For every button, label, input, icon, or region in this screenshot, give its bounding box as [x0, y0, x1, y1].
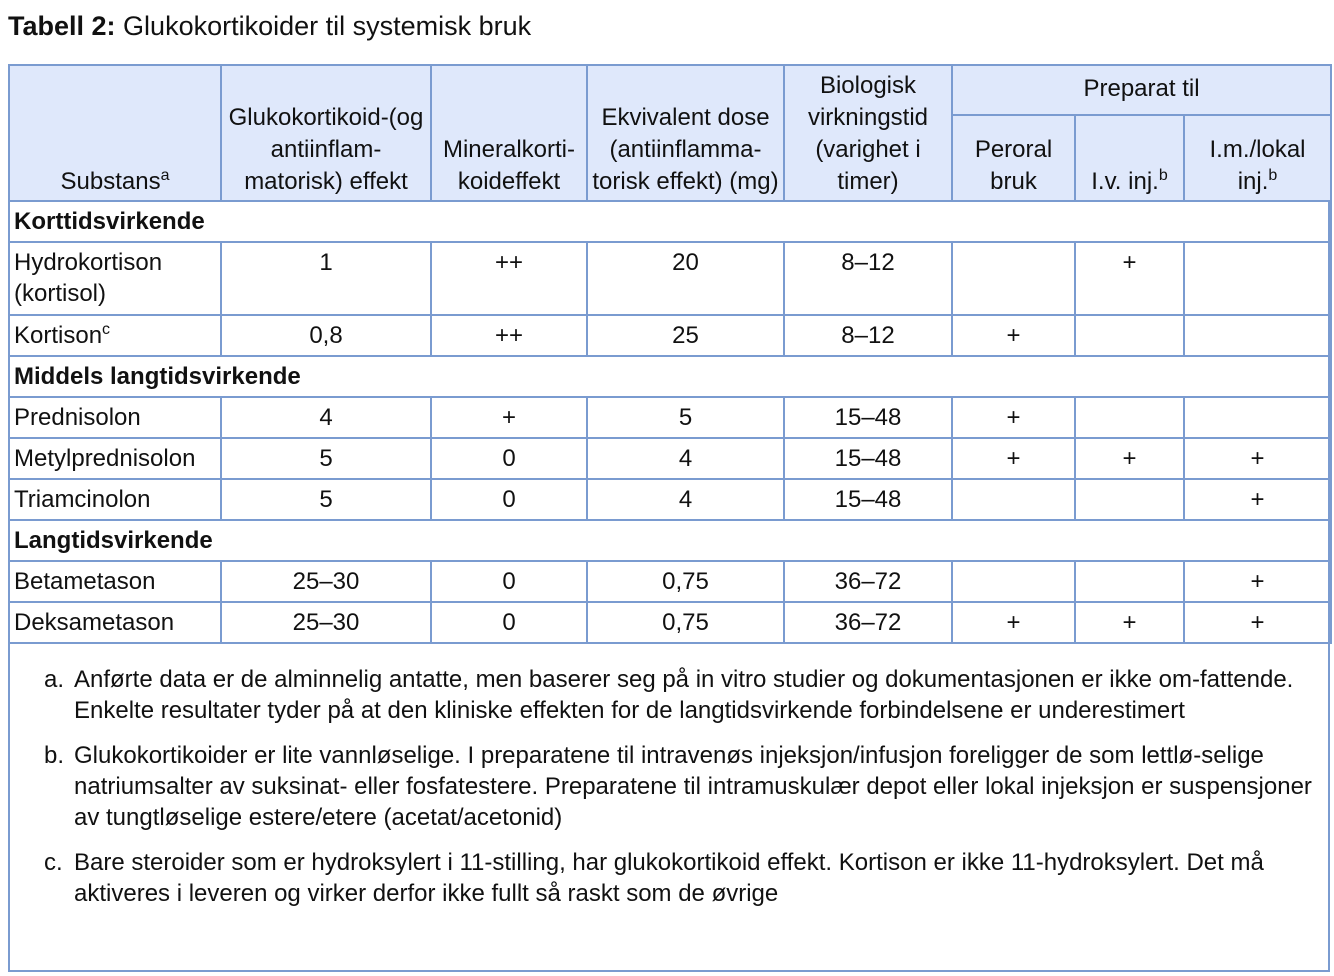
table-row	[9, 438, 1331, 479]
cell-dose: 20	[587, 242, 784, 315]
cell-im: +	[1184, 479, 1331, 520]
header-biologisk: Biologisk virkningstid (varighet i timer)	[784, 65, 952, 201]
cell-peroral	[952, 561, 1075, 602]
cell-peroral	[952, 479, 1075, 520]
group-row: Langtidsvirkende	[9, 520, 1331, 561]
cell-name: Kortison$^c$	[9, 315, 221, 356]
cell-iv	[1075, 397, 1184, 438]
cell-iv	[1075, 315, 1184, 356]
cell-name: Prednisolon	[9, 397, 221, 438]
table-title-prefix: Tabell 2:	[8, 11, 116, 41]
footnote-text: Glukokortikoider er lite vannløselige. I preparatene til intravenøs injeksjon/infusjon foreligger de som lettlø-selige natriumsalter av suksinat- eller fosfatestere. Preparatene til intramuskulær depot eller lokal injeksjon er suspensjoner av tungtløselige estere/etere (acetat/acetonid)	[74, 742, 1312, 831]
cell-dose: 0,75	[587, 561, 784, 602]
cell-dose: 4	[587, 479, 784, 520]
cell-tid: 36–72	[784, 561, 952, 602]
footnote-key: b.	[44, 742, 65, 769]
cell-mineral: +	[431, 397, 587, 438]
cell-gluko: 1	[221, 242, 431, 315]
cell-peroral: +	[952, 397, 1075, 438]
table-title	[8, 8, 531, 44]
header-substans: Substans$^a$	[9, 65, 221, 201]
cell-tid: 15–48	[784, 438, 952, 479]
cell-tid: 15–48	[784, 479, 952, 520]
cell-tid: 8–12	[784, 242, 952, 315]
cell-mineral: 0	[431, 479, 587, 520]
cell-mineral: 0	[431, 602, 587, 643]
cell-dose: 25	[587, 315, 784, 356]
cell-im: +	[1184, 438, 1331, 479]
header-ekvivalent: Ekvivalent dose (antiinflamma-torisk effekt) (mg)	[587, 65, 784, 201]
group-row: Middels langtidsvirkende	[9, 356, 1331, 397]
cell-tid: 36–72	[784, 602, 952, 643]
header-mineral: Mineralkorti-koideffekt	[431, 65, 587, 201]
cell-peroral: +	[952, 602, 1075, 643]
cell-gluko: 25–30	[221, 602, 431, 643]
cell-name: Metylprednisolon	[9, 438, 221, 479]
cell-mineral: 0	[431, 438, 587, 479]
cell-im: +	[1184, 561, 1331, 602]
table-row	[9, 315, 1331, 356]
header-gluko: Glukokortikoid-(og antiinflam-matorisk) effekt	[221, 65, 431, 201]
cell-iv: +	[1075, 242, 1184, 315]
cell-mineral: ++	[431, 315, 587, 356]
cell-gluko: 0,8	[221, 315, 431, 356]
cell-peroral: +	[952, 315, 1075, 356]
cell-iv	[1075, 479, 1184, 520]
cell-im	[1184, 242, 1331, 315]
cell-gluko: 5	[221, 438, 431, 479]
header-preparat: Preparat til	[952, 65, 1331, 115]
table-row	[9, 561, 1331, 602]
footnote-text: Bare steroider som er hydroksylert i 11-stilling, har glukokortikoid effekt. Kortison er ikke 11-hydroksylert. Det må aktiveres i leveren og virker derfor ikke fullt så raskt som de øvrige	[74, 849, 1264, 907]
cell-peroral	[952, 242, 1075, 315]
cell-iv	[1075, 561, 1184, 602]
table-row	[9, 397, 1331, 438]
cell-tid: 15–48	[784, 397, 952, 438]
footnote-text: Anførte data er de alminnelig antatte, men baserer seg på in vitro studier og dokumentasjonen er ikke om-fattende. Enkelte resultater tyder på at den kliniske effekten for de langtidsvirkende forbindelsene er underestimert	[74, 666, 1294, 724]
table-row	[9, 602, 1331, 643]
cell-gluko: 25–30	[221, 561, 431, 602]
cell-name: Betametason	[9, 561, 221, 602]
cell-tid: 8–12	[784, 315, 952, 356]
cell-dose: 5	[587, 397, 784, 438]
cell-iv: +	[1075, 438, 1184, 479]
cell-name: Deksametason	[9, 602, 221, 643]
cell-name: Hydrokortison (kortisol)	[9, 242, 221, 315]
footnote-a	[44, 664, 1324, 726]
footnote-c	[44, 847, 1324, 909]
cell-im: +	[1184, 602, 1331, 643]
cell-mineral: 0	[431, 561, 587, 602]
table-row	[9, 479, 1331, 520]
header-iv: I.v. inj.$^b$	[1075, 115, 1184, 201]
footnotes	[44, 664, 1324, 923]
table-row	[9, 242, 1331, 315]
footnote-b	[44, 740, 1324, 833]
cell-gluko: 5	[221, 479, 431, 520]
cell-dose: 0,75	[587, 602, 784, 643]
glucocorticoid-table	[8, 64, 1332, 644]
header-im: I.m./lokal inj.$^b$	[1184, 115, 1331, 201]
cell-name: Triamcinolon	[9, 479, 221, 520]
cell-im	[1184, 397, 1331, 438]
header-peroral: Peroral bruk	[952, 115, 1075, 201]
cell-iv: +	[1075, 602, 1184, 643]
cell-dose: 4	[587, 438, 784, 479]
footnote-key: c.	[44, 849, 63, 876]
footnote-key: a.	[44, 666, 65, 693]
cell-peroral: +	[952, 438, 1075, 479]
group-row: Korttidsvirkende	[9, 201, 1331, 242]
cell-gluko: 4	[221, 397, 431, 438]
cell-mineral: ++	[431, 242, 587, 315]
cell-im	[1184, 315, 1331, 356]
table-title-text: Glukokortikoider til systemisk bruk	[123, 11, 532, 41]
